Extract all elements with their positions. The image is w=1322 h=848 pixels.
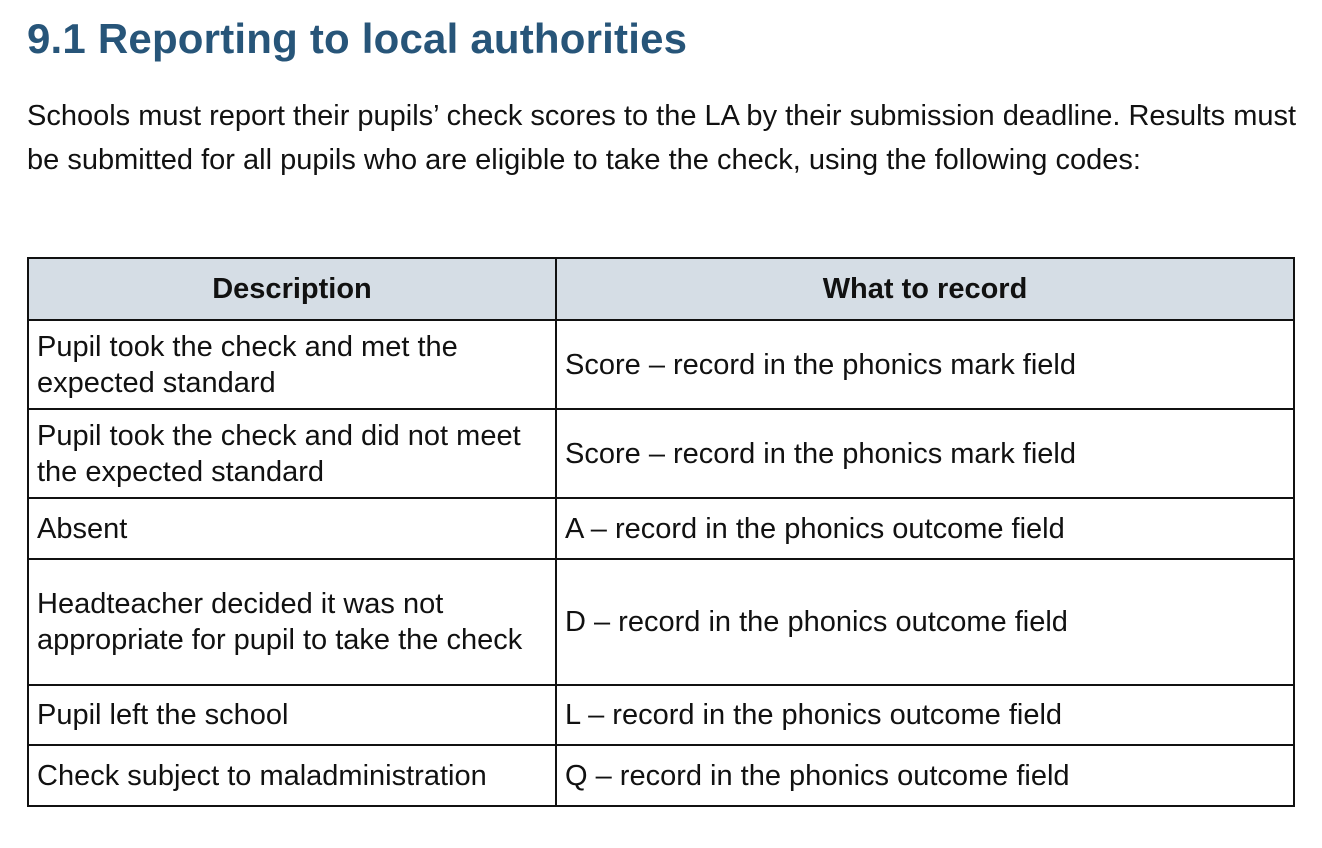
codes-table xyxy=(27,257,1295,807)
record-cell: A – record in the phonics outcome field xyxy=(556,498,1294,559)
description-cell: Pupil took the check and met the expected standard xyxy=(28,320,556,409)
description-cell: Pupil took the check and did not meet the expected standard xyxy=(28,409,556,498)
table-row xyxy=(28,498,1294,559)
column-header-what-to-record: What to record xyxy=(556,258,1294,320)
table-row xyxy=(28,685,1294,745)
record-cell: L – record in the phonics outcome field xyxy=(556,685,1294,745)
intro-paragraph: Schools must report their pupils’ check scores to the LA by their submission deadline. Results must be submitted for all pupils who are eligible to take the check, using the following codes: xyxy=(27,100,1297,176)
column-header-description: Description xyxy=(28,258,556,320)
record-cell: Q – record in the phonics outcome field xyxy=(556,745,1294,806)
description-cell: Absent xyxy=(28,498,556,559)
description-cell: Check subject to maladministration xyxy=(28,745,556,806)
record-cell: Score – record in the phonics mark field xyxy=(556,320,1294,409)
table-header-row xyxy=(28,258,1294,320)
record-cell: D – record in the phonics outcome field xyxy=(556,559,1294,685)
codes-table-container xyxy=(27,257,1295,807)
record-cell: Score – record in the phonics mark field xyxy=(556,409,1294,498)
table-row xyxy=(28,409,1294,498)
description-cell: Pupil left the school xyxy=(28,685,556,745)
table-row xyxy=(28,745,1294,806)
table-row xyxy=(28,559,1294,685)
section-heading: 9.1 Reporting to local authorities xyxy=(27,15,688,62)
description-cell: Headteacher decided it was not appropriate for pupil to take the check xyxy=(28,559,556,685)
table-row xyxy=(28,320,1294,409)
